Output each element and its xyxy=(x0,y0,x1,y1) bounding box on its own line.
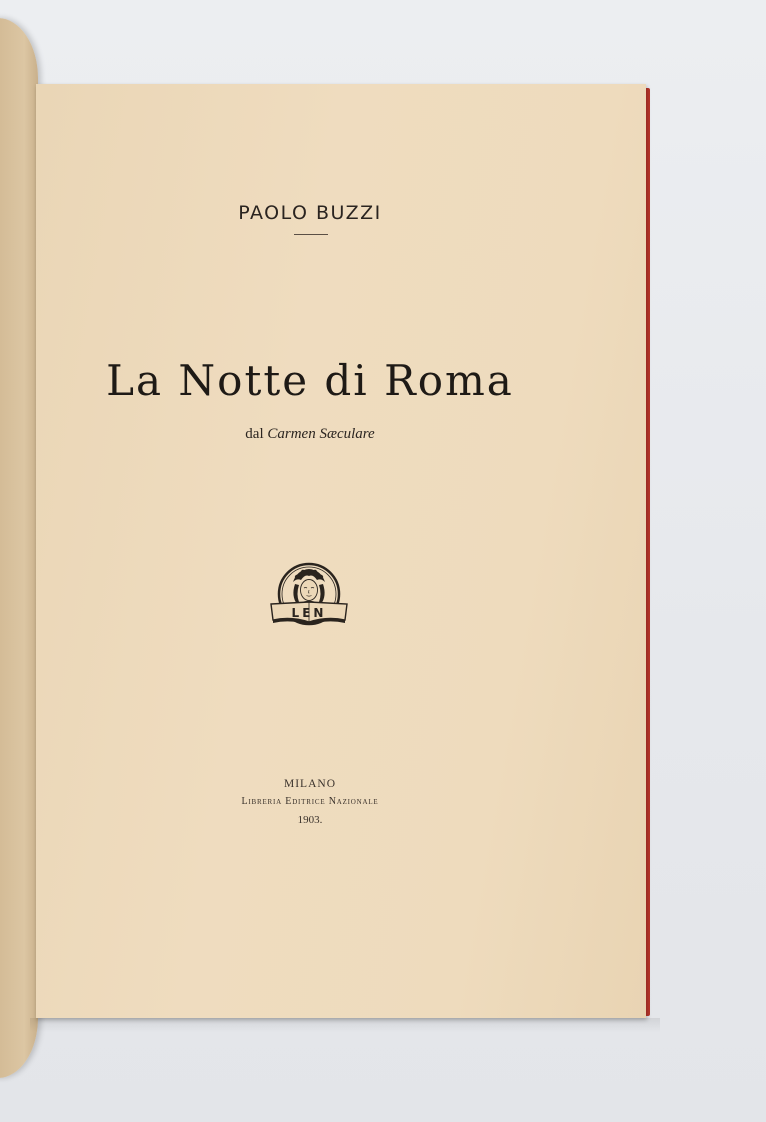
author-rule xyxy=(294,234,328,235)
page-shadow xyxy=(30,1018,660,1032)
imprint-year: 1903. xyxy=(297,814,323,826)
emblem-letters: LEN xyxy=(291,606,327,620)
left-page-gutter xyxy=(0,18,38,1078)
book-subtitle xyxy=(36,426,584,443)
book-title: La Notte di Roma xyxy=(106,356,514,405)
author-name: PAOLO BUZZI xyxy=(238,202,382,224)
title-page xyxy=(36,84,646,1018)
subtitle-prefix: dal xyxy=(245,426,264,442)
publisher-emblem-icon xyxy=(269,560,349,632)
subtitle-italic: Carmen Sæculare xyxy=(267,426,375,442)
imprint-publisher: Libreria Editrice Nazionale xyxy=(241,796,379,807)
imprint-city: MILANO xyxy=(284,778,336,790)
